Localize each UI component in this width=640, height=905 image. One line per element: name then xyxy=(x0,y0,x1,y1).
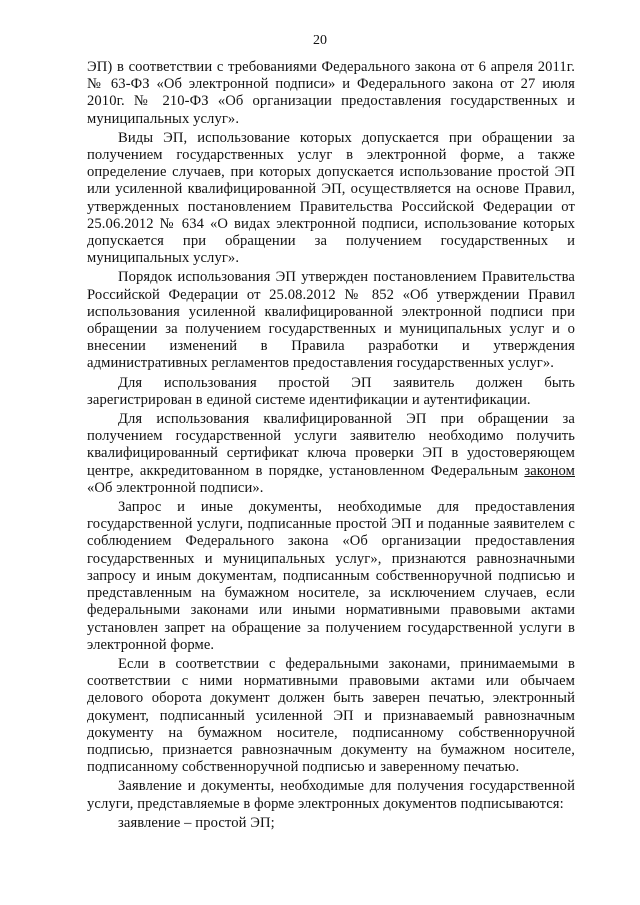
paragraph-2: Виды ЭП, использование которых допускается при обращении за получением государственных услуг в электронной форме, а также определение случаев, при которых допускается использование простой ЭП или усиленной квалифицированной ЭП, осуществляется на основе Правил, утвержденных постановлением Правительства Российской Федерации от 25.06.2012 № 634 «О видах электронной подписи, использование которых допускается при обращении за получением государственных и муниципальных услуг». xyxy=(87,129,575,267)
paragraph-4: Для использования простой ЭП заявитель должен быть зарегистрирован в единой системе идентификации и аутентификации. xyxy=(87,374,575,408)
paragraph-6: Запрос и иные документы, необходимые для предоставления государственной услуги, подписанные простой ЭП и поданные заявителем с соблюдением Федерального закона «Об организации предоставления государственных и муниципальных услуг», признаются равнозначными запросу и иным документам, подписанным собственноручной подписью и представленным на бумажном носителе, за исключением случаев, если федеральными законами или иными нормативными правовыми актами установлен запрет на обращение за получением государственной услуги в электронной форме. xyxy=(87,499,575,653)
paragraph-5-text-before: Для использования квалифицированной ЭП при обращении за получением государственной услуги заявителю необходимо получить квалифицированный сертификат ключа проверки ЭП в удостоверяющем центре, аккредитованном в порядке, установленном Федеральным xyxy=(87,411,575,479)
paragraph-9: заявление – простой ЭП; xyxy=(118,814,275,831)
paragraph-3: Порядок использования ЭП утвержден постановлением Правительства Российской Федерации от 25.08.2012 № 852 «Об утверждении Правил использования усиленной квалифицированной электронной подписи при обращении за получением государственных и муниципальных услуг и о внесении изменений в Правила разработки и утверждения административных регламентов предоставления государственных услуг». xyxy=(87,269,575,372)
document-body xyxy=(87,59,575,834)
paragraph-8: Заявление и документы, необходимые для получения государственной услуги, представляемые в форме электронных документов подписываются: xyxy=(87,778,575,812)
paragraph-5-text-after: «Об электронной подписи». xyxy=(87,479,264,496)
paragraph-7: Если в соответствии с федеральными законами, принимаемыми в соответствии с ними нормативными правовыми актами или обычаем делового оборота документ должен быть заверен печатью, электронный документ, подписанный усиленной ЭП и признаваемый равнозначным документу на бумажном носителе, подписанному собственноручной подписью, признается равнозначным документу на бумажном носителе, подписанному собственноручной подписью и заверенному печатью. xyxy=(87,655,575,776)
paragraph-5 xyxy=(87,411,575,497)
page-number: 20 xyxy=(313,33,327,48)
paragraph-1: ЭП) в соответствии с требованиями Федерального закона от 6 апреля 2011г. № 63-ФЗ «Об электронной подписи» и Федерального закона от 27 июля 2010г. № 210-ФЗ «Об организации предоставления государственных и муниципальных услуг». xyxy=(87,59,575,127)
law-link[interactable]: законом xyxy=(524,462,575,479)
